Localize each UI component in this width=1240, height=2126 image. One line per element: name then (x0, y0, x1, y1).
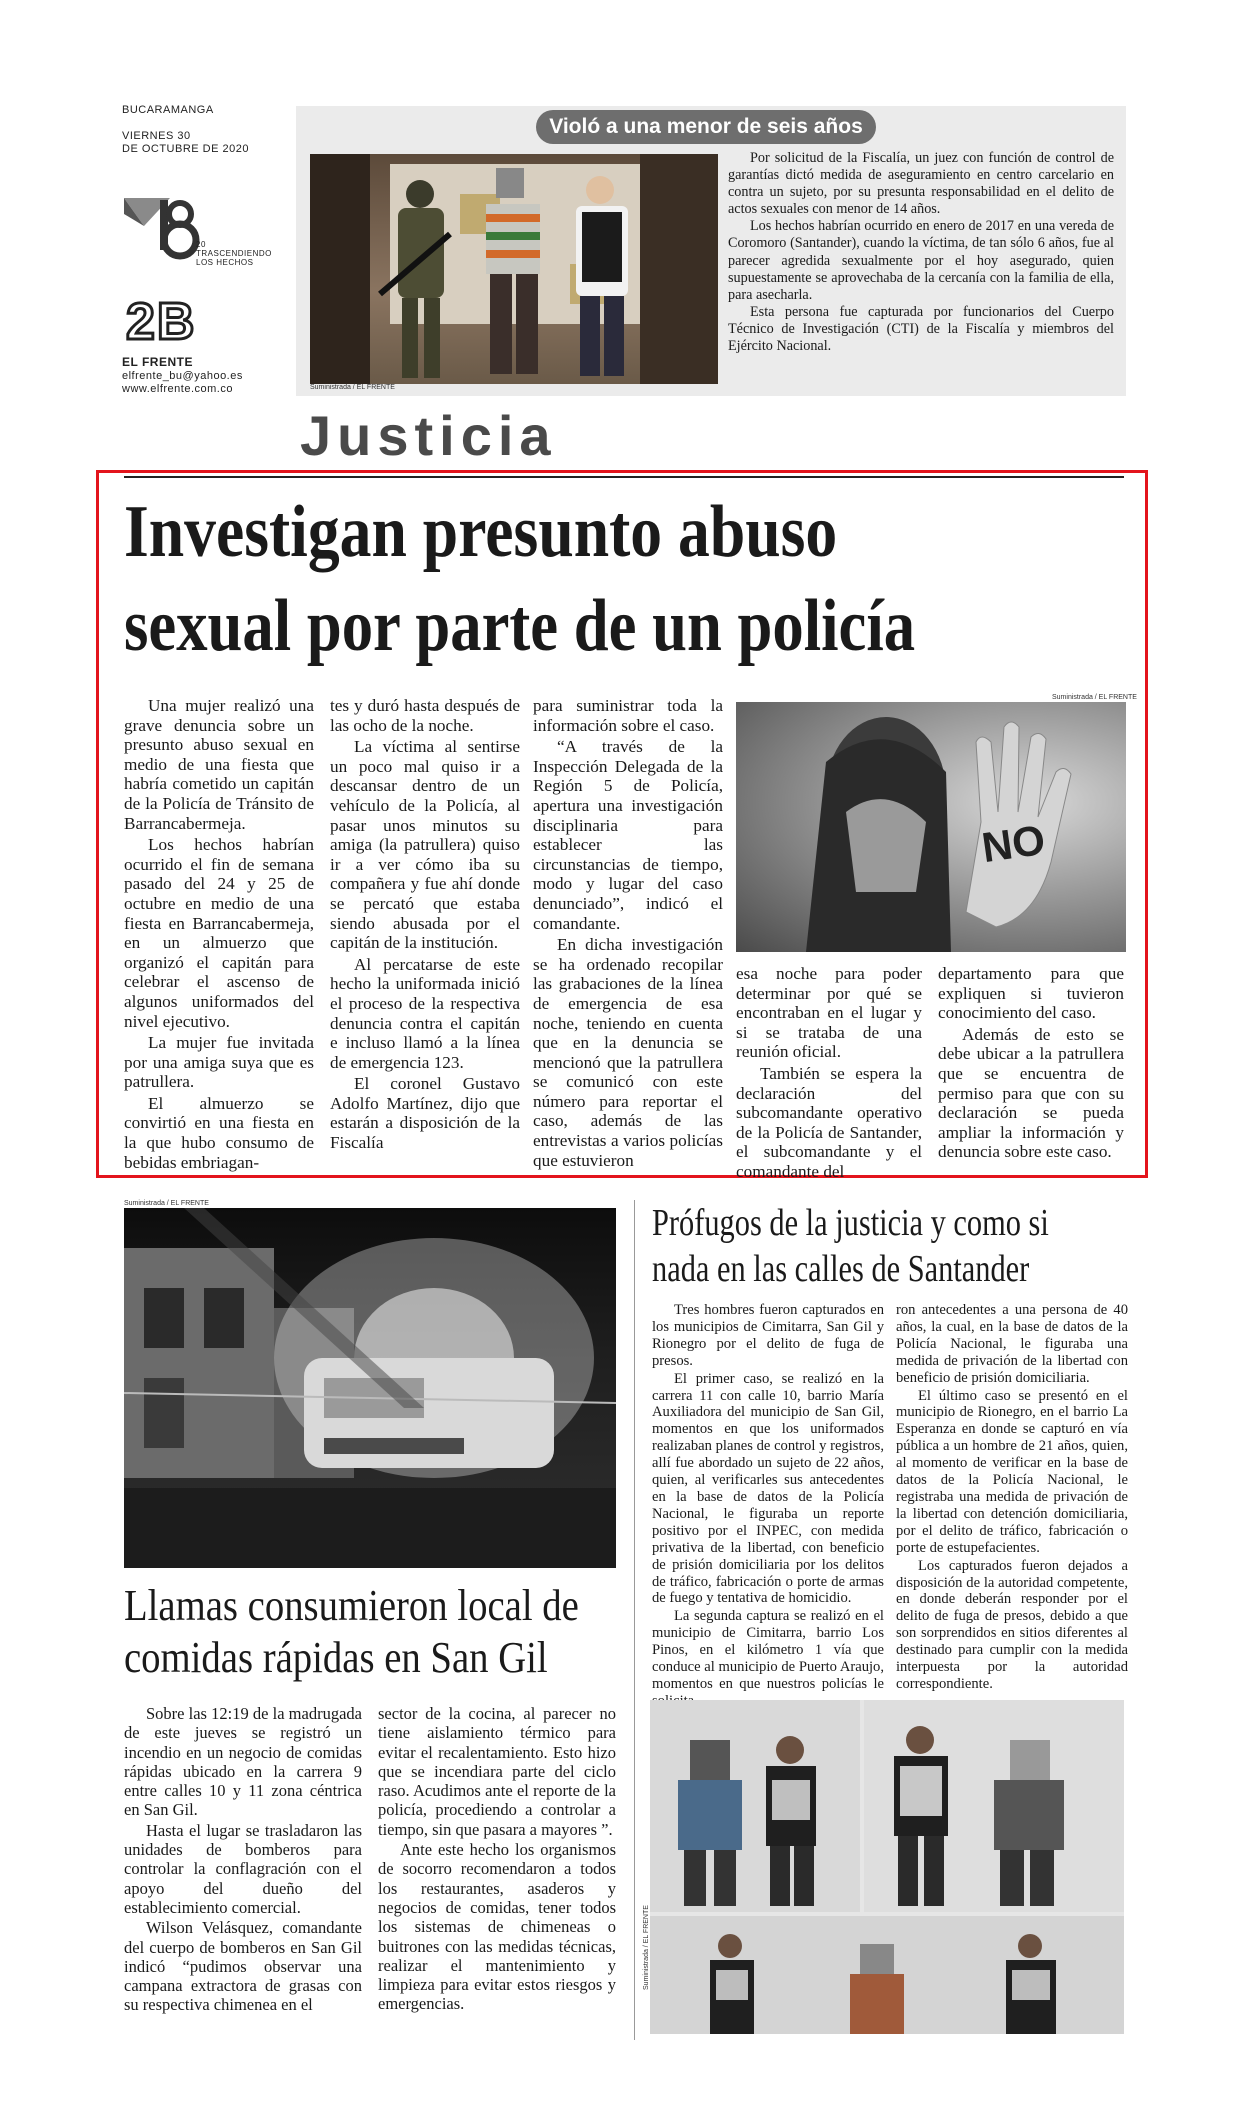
main-paragraph: La mujer fue invitada por una amiga suya que es patrullera. (124, 1033, 314, 1092)
fugitives-column-1 (652, 1302, 884, 1711)
fire-paragraph: Ante este hecho los organismos de socorro recomendaron a todos los restaurantes, asaderos y negocios de comidas, tener todos los sistemas de chimeneas o buitrones con las medidas técnicas, realizar el mantenimiento y limpieza para evitar estos riesgos y emergencias. (378, 1840, 616, 2014)
main-headline-line-2: sexual por parte de un policía (124, 585, 916, 667)
main-column-4 (736, 964, 922, 1184)
brief-photo (310, 154, 718, 384)
date-line-1: VIERNES 30 (122, 130, 191, 142)
fugitives-headline-line-1: Prófugos de la justicia y como si (652, 1202, 1049, 1244)
main-paragraph: El coronel Gustavo Adolfo Martínez, dijo que estarán a disposición de la Fiscalía (330, 1074, 520, 1153)
column-divider (634, 1200, 635, 2040)
main-paragraph: tes y duró hasta después de las ocho de la noche. (330, 696, 520, 735)
brief-paragraph: Los hechos habrían ocurrido en enero de 2017 en una vereda de Coromoro (Santander), cuando la víctima, de tan sólo 6 años, fue al parecer agredida sexualmente por el hoy asegurado, quien supuestamente se aprovechaba de la cercanía con la familia de ella, para asecharla. (728, 218, 1114, 303)
fugitives-paragraph: El último caso se presentó en el municipio de Rionegro, en el barrio La Esperanza en donde se capturó en vía pública a un hombre de 21 años, quien, al momento de verificar en la base de datos de la Policía Nacional, le registraba una medida de privación de la libertad con detención domiciliaria, por el delito de tráfico, fabricación o porte de estupefacientes. (896, 1387, 1128, 1556)
fugitives-paragraph: Los capturados fueron dejados a disposición de la autoridad competente, en donde deberán responder por el delito de fuga de presos, debido a que son sorprendidos en sitios diferentes al destinado para cumplir con la medida interpuesta por la autoridad correspondiente. (896, 1557, 1128, 1692)
fire-column-2 (378, 1704, 616, 2015)
brief-body (728, 150, 1114, 355)
date-line-2: DE OCTUBRE DE 2020 (122, 143, 249, 155)
contact-email[interactable]: elfrente_bu@yahoo.es (122, 370, 243, 382)
brief-title: Violó a una menor de seis años (536, 110, 876, 144)
section-title: Justicia (300, 404, 557, 467)
fire-photo (124, 1208, 616, 1568)
fire-paragraph: Hasta el lugar se trasladaron las unidades de bomberos para controlar la conflagración con el apoyo del dueño del establecimiento comercial. (124, 1820, 362, 1917)
main-paragraph: La víctima al sentirse un poco mal quiso ir a descansar dentro de un vehículo de la Policía, al pasar unos minutos su amiga (la patrullera) quiso ir a ver cómo iba su compañera y fue ahí donde se percató que estaba siendo abusada por el capitán de la institución. (330, 737, 520, 953)
main-paragraph: departamento para que expliquen si tuvieron conocimiento del caso. (938, 964, 1124, 1023)
fugitives-paragraph: La segunda captura se realizó en el municipio de Cimitarra, barrio Los Pinos, en el kilómetro 1 vía que conduce al municipio de Puerto Araujo, momentos en que nuestros policías le (652, 1608, 884, 1692)
fire-column-1 (124, 1704, 362, 2016)
fire-paragraph: sector de la cocina, al parecer no tiene aislamiento térmico para evitar el recalentamiento. Esto hizo que se incendiara parte del ciclo raso. Acudimos ante el reporte de la policía, procediendo a controlar a tiempo, sin que pasara a mayores ”. (378, 1704, 616, 1839)
fire-paragraph: Sobre las 12:19 de la madrugada de este jueves se registró un incendio en un negocio de comidas rápidas ubicado en la carrera 9 entre calles 10 y 11 zona céntrica en San Gil. (124, 1704, 362, 1820)
fire-paragraph: Wilson Velásquez, comandante del cuerpo de bomberos en San Gil indicó “pudimos observar una campana extractora de grasas con su respectiva chimenea en el (124, 1918, 362, 2015)
logo-tagline-1: TRASCENDIENDO (196, 249, 272, 258)
main-photo (736, 702, 1126, 952)
main-headline-line-1: Investigan presunto abuso (124, 491, 838, 573)
logo-number: 20 (196, 240, 206, 249)
city-label: BUCARAMANGA (122, 104, 214, 116)
fugitives-paragraph: Tres hombres fueron capturados en los municipios de Cimitarra, San Gil y Rionegro por el delito de fuga de presos. (652, 1302, 884, 1369)
main-paragraph: Los hechos habrían ocurrido el fin de semana pasado del 24 y 25 de octubre en medio de una fiesta en Barrancabermeja, en un almuerzo que organizó el capitán para celebrar el ascenso de algunos uniformados del nivel ejecutivo. (124, 835, 314, 1031)
fire-headline-line-2: comidas rápidas en San Gil (124, 1633, 548, 1682)
main-photo-hand-text: NO (978, 815, 1048, 872)
fugitives-paragraph: ron antecedentes a una persona de 40 años, la cual, en la base de datos de la Policía Nacional, le figuraba una medida de privación de la libertad con beneficio de prisión domiciliaria. (896, 1302, 1128, 1386)
main-paragraph: “A través de la Inspección Delegada de la Región 5 de Policía, apertura una investigación disciplinaria para establecer las circunstancias de tiempo, modo y lugar del caso denunciado”, indicó el comandante. (533, 737, 723, 933)
main-paragraph: El almuerzo se convirtió en una fiesta en la que hubo consumo de bebidas embriagan- (124, 1093, 314, 1172)
fire-headline-line-1: Llamas consumieron local de (124, 1581, 579, 1630)
paper-name: EL FRENTE (122, 355, 193, 369)
main-story-rule (124, 476, 1124, 478)
main-paragraph: Una mujer realizó una grave denuncia sobre un presunto abuso sexual en medio de una fiesta que habría cometido un capitán de la Policía de Tránsito de Barrancabermeja. (124, 696, 314, 833)
fugitives-photo-credit: Suministrada / EL FRENTE (643, 1905, 650, 1990)
main-column-5 (938, 964, 1124, 1164)
main-column-2 (330, 696, 520, 1155)
fugitives-photo-collage (650, 1700, 1124, 2034)
fire-photo-credit: Suministrada / EL FRENTE (124, 1200, 209, 1207)
main-photo-credit: Suministrada / EL FRENTE (1052, 694, 1137, 701)
main-paragraph: Además de esto se debe ubicar a la patrullera que se encuentra de permiso para que con su declaración se pueda ampliar la información y denuncia sobre este caso. (938, 1024, 1124, 1162)
main-paragraph: En dicha investigación se ha ordenado recopilar las grabaciones de la línea de emergencia de esa noche, teniendo en cuenta que en la denuncia se mencionó que la patrullera se comunicó con este número para reportar el caso, además de las entrevistas a varios policías que estuvieron (533, 935, 723, 1170)
page-number: 2B (126, 293, 197, 351)
main-paragraph: para suministrar toda la información sobre el caso. (533, 696, 723, 735)
website-link[interactable]: www.elfrente.com.co (122, 383, 233, 395)
logo-tagline-2: LOS HECHOS (196, 258, 254, 267)
fugitives-column-2 (896, 1302, 1128, 1694)
main-column-3 (533, 696, 723, 1172)
brief-paragraph: Por solicitud de la Fiscalía, un juez con función de control de garantías dictó medida de aseguramiento en centro carcelario en contra un sujeto, por su presunta responsabilidad en el delito de actos sexuales con menor de 14 años. (728, 150, 1114, 218)
brief-paragraph: Esta persona fue capturada por funcionarios del Cuerpo Técnico de Investigación (CTI) de la Fiscalía y miembros del Ejército Nacional. (728, 303, 1114, 355)
main-paragraph: También se espera la declaración del subcomandante operativo de la Policía de Santander, el subcomandante y el comandante del (736, 1063, 922, 1181)
brief-photo-credit: Suministrada / EL FRENTE (310, 384, 395, 391)
main-column-1 (124, 696, 314, 1174)
fugitives-headline-line-2: nada en las calles de Santander (652, 1248, 1030, 1290)
main-paragraph: Al percatarse de este hecho la uniformada inició el proceso de la respectiva denuncia contra el capitán e incluso llamó a la línea de emergencia 123. (330, 954, 520, 1072)
fugitives-paragraph: El primer caso, se realizó en la carrera 11 con calle 10, barrio María Auxiliadora del municipio de San Gil, momentos en que los uniformados realizaban planes de control y registros, allí fue abordado un sujeto de 22 años, quien, al verificarles sus antecedentes en la base de datos de la Policía Nacional, le figuraba un reporte positivo por el INPEC, con medida privativa de la libertad, con beneficio de prisión domiciliaria por los delitos de tráfico, fabricación o porte de armas de fuego y tentativa de homicidio. (652, 1370, 884, 1607)
main-paragraph: esa noche para poder determinar por qué se encontraban en el lugar y si se trataba de una reunión oficial. (736, 964, 922, 1062)
brief-box (296, 106, 1126, 396)
